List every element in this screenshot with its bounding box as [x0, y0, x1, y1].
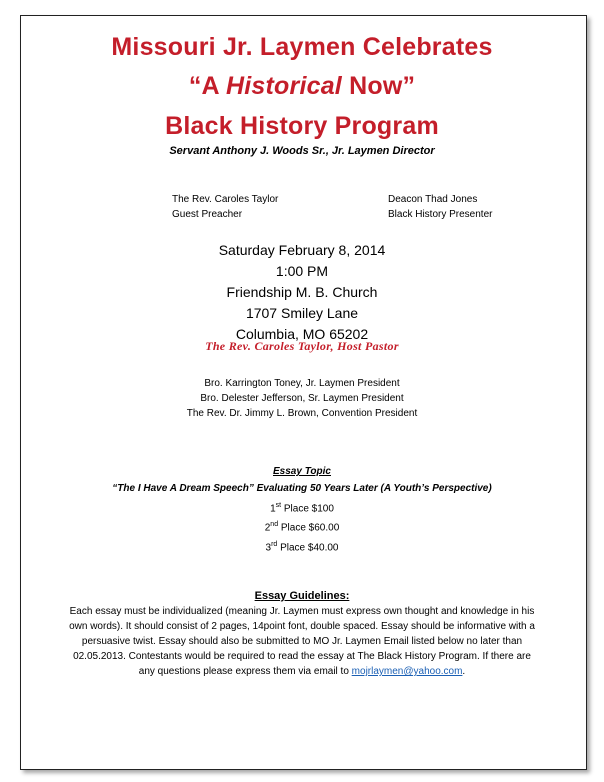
guidelines-body [66, 604, 538, 679]
title-line-2-italic: Historical [226, 72, 342, 100]
event-city: Columbia, MO 65202 [235, 326, 369, 342]
title-line-2-close: Now” [341, 72, 416, 100]
host-pastor: The Rev. Caroles Taylor, Host Pastor [205, 339, 399, 353]
event-time: 1:00 PM [275, 263, 329, 279]
guest-preacher-name: The Rev. Caroles Taylor [172, 194, 279, 205]
guidelines-text: Each essay must be individualized (meaning Jr. Laymen must express own thought and knowledge in his own words). It should consist of 2 pages, 14point font, double spaced. Essay should be informative with a persuasive twist. Essay should also be submitted to MO Jr. Laymen Email listed below no later than 02.05.2013. Contestants would be required to read the essay at The Black History Program. If there are any questions please express them via email to [69, 606, 535, 677]
event-address: 1707 Smiley Lane [245, 305, 359, 321]
event-date: Saturday February 8, 2014 [218, 242, 386, 258]
presenter-role: Black History Presenter [388, 209, 493, 220]
officer-line: Bro. Delester Jefferson, Sr. Laymen President [200, 393, 404, 404]
title-line-1: Missouri Jr. Laymen Celebrates [111, 33, 493, 61]
essay-topic-heading: Essay Topic [273, 466, 331, 477]
guidelines-heading: Essay Guidelines: [254, 590, 350, 602]
presenter-name: Deacon Thad Jones [388, 194, 478, 205]
title-line-2 [0, 72, 604, 101]
guest-preacher-role: Guest Preacher [172, 209, 243, 220]
director-line: Servant Anthony J. Woods Sr., Jr. Laymen Director [169, 145, 435, 157]
officer-line: Bro. Karrington Toney, Jr. Laymen President [204, 378, 400, 389]
title-line-3: Black History Program [165, 112, 439, 140]
officer-line: The Rev. Dr. Jimmy L. Brown, Convention President [186, 408, 418, 419]
essay-topic: “The I Have A Dream Speech” Evaluating 50 Years Later (A Youth’s Perspective) [112, 483, 492, 494]
prize-item: 3rd Place $40.00 [265, 540, 339, 553]
title-line-2-open: “A [188, 72, 227, 100]
event-details [0, 240, 604, 345]
officers-list [0, 376, 604, 421]
guest-preacher-block [172, 192, 278, 222]
email-link[interactable]: mojrlaymen@yahoo.com [351, 666, 463, 677]
prize-list [0, 498, 604, 556]
guidelines-tail: . [462, 666, 466, 677]
prize-item: 2nd Place $60.00 [264, 521, 340, 534]
event-venue: Friendship M. B. Church [226, 284, 378, 300]
presenter-block [388, 192, 492, 222]
prize-item: 1st Place $100 [270, 502, 334, 515]
